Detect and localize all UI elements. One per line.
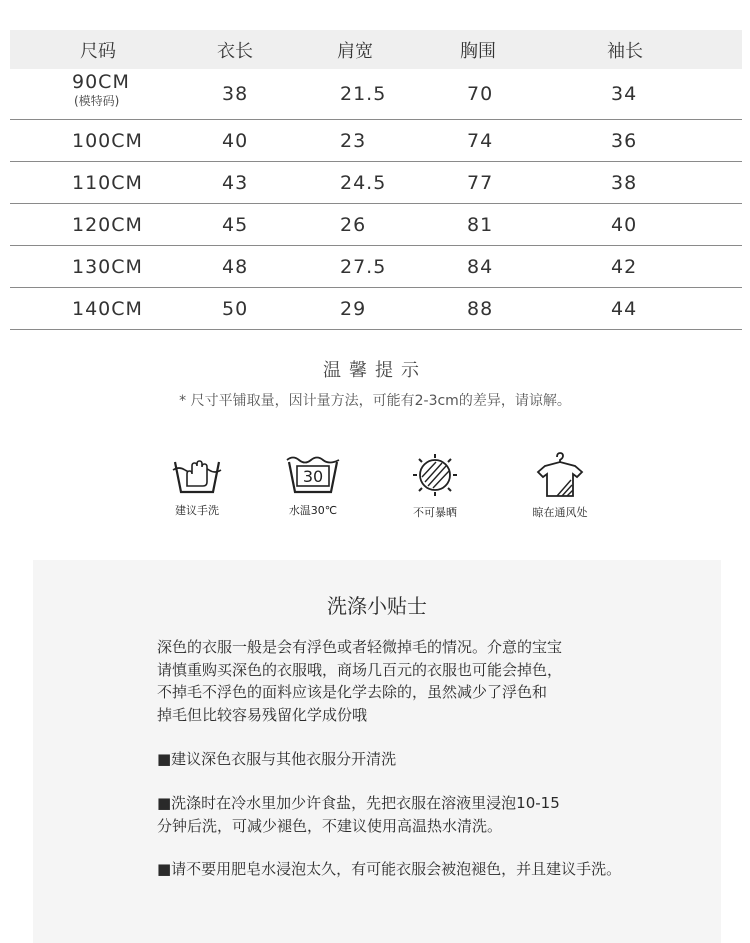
table-row	[10, 288, 742, 330]
care-label: 水温30℃	[288, 504, 338, 517]
intro-line: 请慎重购买深色的衣服哦，商场几百元的衣服也可能会掉色，	[157, 660, 563, 679]
bullet-line: ■建议深色衣服与其他衣服分开清洗	[157, 750, 397, 768]
header-chest: 胸围	[460, 40, 496, 62]
shoulder-cell: 24.5	[340, 171, 387, 194]
chest-cell: 77	[467, 171, 494, 194]
care-item-no-sun	[385, 452, 485, 520]
table-row	[10, 246, 742, 288]
care-item-hand-wash	[147, 452, 247, 518]
bullet-line: ■洗涤时在冷水里加少许食盐，先把衣服在溶液里浸泡10-15	[157, 794, 560, 812]
wash-temp-number: 30	[302, 467, 324, 486]
table-row	[10, 120, 742, 162]
chest-cell: 88	[467, 297, 494, 320]
header-size: 尺码	[80, 40, 116, 62]
care-item-wash-30	[263, 452, 363, 518]
table-row	[10, 204, 742, 246]
size-cell: 110CM	[72, 171, 143, 194]
wash-tips-title: 洗涤小贴士	[327, 594, 427, 618]
wash-tip-bullet	[157, 748, 396, 771]
shoulder-cell: 29	[340, 297, 367, 320]
no-sun-icon	[410, 452, 460, 498]
shoulder-cell: 21.5	[340, 83, 387, 105]
shoulder-cell: 27.5	[340, 255, 387, 278]
bullet-line: 分钟后洗，可减少褪色，不建议使用高温热水清洗。	[157, 816, 503, 835]
sleeve-cell: 42	[611, 255, 638, 278]
length-cell: 38	[222, 83, 249, 105]
care-label: 晾在通风处	[532, 506, 588, 519]
intro-line: 深色的衣服一般是会有浮色或者轻微掉毛的情况。介意的宝宝	[157, 638, 563, 656]
tips-title: 温馨提示	[323, 360, 427, 381]
length-cell: 45	[222, 213, 249, 236]
length-cell: 40	[222, 129, 249, 152]
length-cell: 50	[222, 297, 249, 320]
size-cell: 100CM	[72, 129, 143, 152]
wash-tips-intro	[157, 636, 697, 726]
care-item-hang-dry	[510, 452, 610, 520]
header-length: 衣长	[217, 40, 253, 62]
sleeve-cell: 44	[611, 297, 638, 320]
chest-cell: 81	[467, 213, 494, 236]
intro-line: 不掉毛不浮色的面料应该是化学去除的，虽然减少了浮色和	[157, 683, 548, 701]
header-sleeve: 袖长	[607, 40, 643, 62]
wash-30-icon	[285, 452, 341, 496]
sleeve-cell: 36	[611, 129, 638, 152]
wash-tips-body	[157, 636, 697, 878]
chest-cell: 84	[467, 255, 494, 278]
size-note: (模特码)	[74, 94, 120, 108]
wash-tip-bullet	[157, 792, 560, 837]
sleeve-cell: 40	[611, 213, 638, 236]
bullet-line: ■请不要用肥皂水浸泡太久，有可能衣服会被泡褪色，并且建议手洗。	[157, 860, 622, 878]
size-value: 90CM	[72, 71, 130, 93]
size-table-header	[10, 30, 742, 69]
intro-line: 掉毛但比较容易残留化学成份哦	[157, 705, 368, 724]
table-row	[10, 162, 742, 204]
shoulder-cell: 23	[340, 129, 367, 152]
size-cell: 140CM	[72, 297, 143, 320]
hang-dry-icon	[535, 452, 585, 498]
tips-note: * 尺寸平铺取量，因计量方法，可能有2-3cm的差异，请谅解。	[179, 393, 571, 409]
care-label: 建议手洗	[175, 504, 219, 517]
hand-wash-icon	[171, 452, 223, 496]
size-table	[10, 30, 742, 330]
wash-tips-panel	[33, 560, 721, 943]
length-cell: 43	[222, 171, 249, 194]
sleeve-cell: 38	[611, 171, 638, 194]
size-cell	[72, 73, 130, 111]
wash-tip-bullet	[157, 858, 621, 881]
shoulder-cell: 26	[340, 213, 367, 236]
sleeve-cell: 34	[611, 83, 638, 105]
chest-cell: 70	[467, 83, 494, 105]
care-icons	[0, 452, 750, 532]
size-cell: 130CM	[72, 255, 143, 278]
length-cell: 48	[222, 255, 249, 278]
chest-cell: 74	[467, 129, 494, 152]
care-label: 不可暴晒	[413, 506, 457, 519]
size-cell: 120CM	[72, 213, 143, 236]
table-row	[10, 69, 742, 120]
header-shoulder: 肩宽	[337, 40, 373, 62]
